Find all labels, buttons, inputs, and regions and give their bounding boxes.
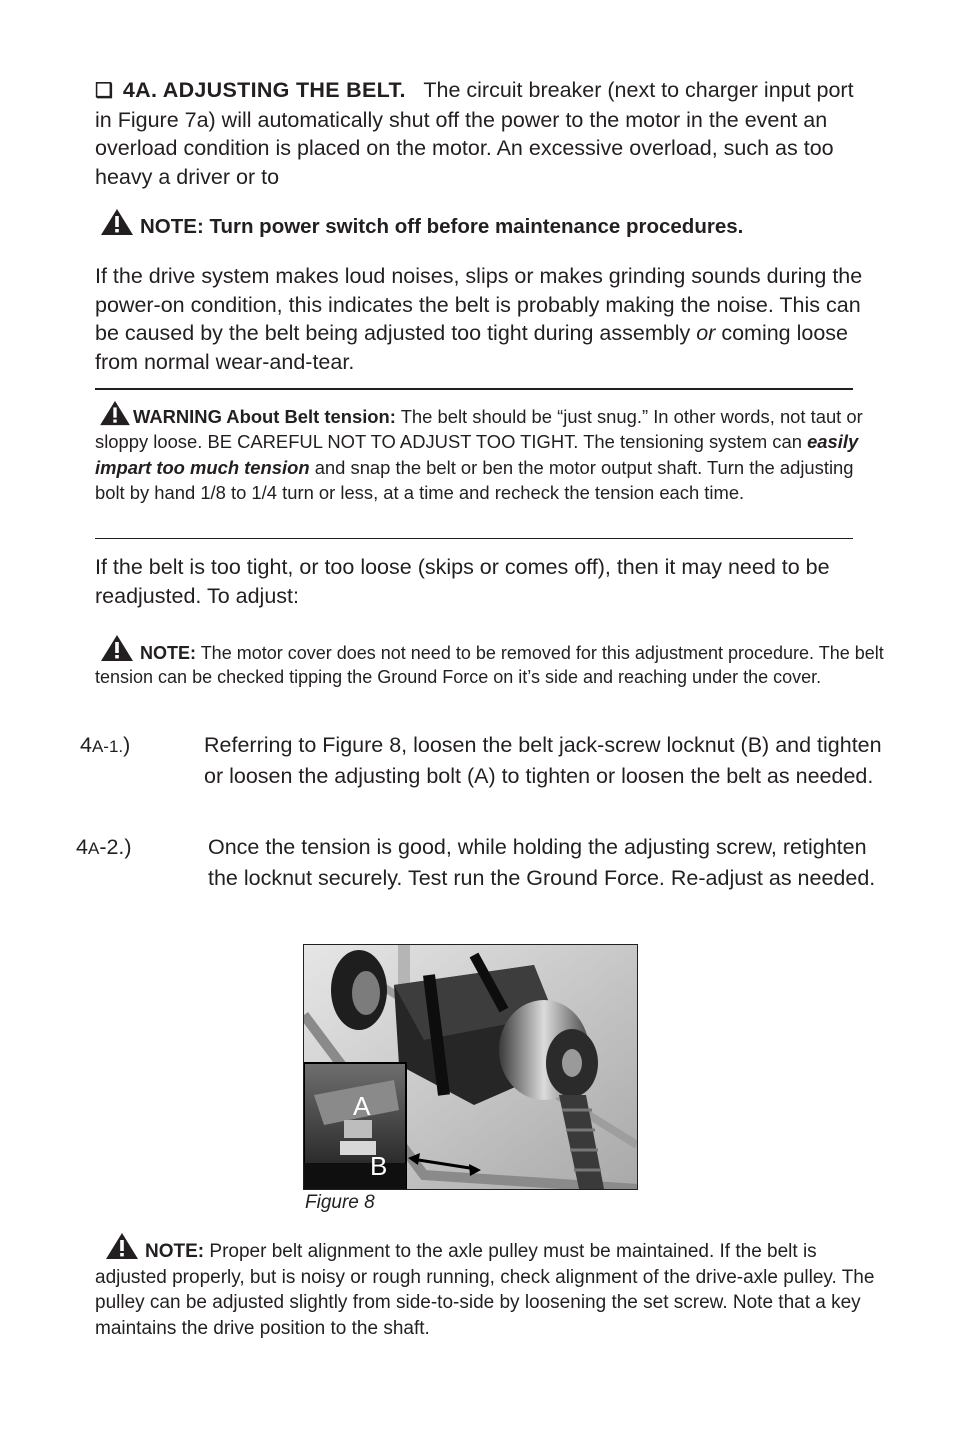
note-alignment (95, 1232, 885, 1341)
noise-text-italic: or (696, 321, 716, 345)
step-item (76, 833, 882, 892)
warning-triangle-icon (100, 634, 134, 662)
step-item (80, 731, 882, 790)
figure-label-b: B (370, 1151, 388, 1181)
step-number: 4A-2.) (76, 835, 132, 859)
warning-triangle-icon (99, 400, 131, 426)
divider-bottom (95, 538, 853, 539)
warning-emphasis: easily impart too much tension (95, 431, 859, 478)
paragraph-adjust: If the belt is too tight, or too loose (skips or comes off), then it may need to be readjusted. To adjust: (95, 555, 830, 608)
step-text: 4A-2.) Once the tension is good, while holding the adjusting screw, retighten the locknut securely. Test run the Ground Force. Re-adjust as needed. (76, 835, 876, 890)
note-cover-lead: NOTE: (140, 643, 196, 663)
warning-lead: WARNING About Belt tension: (133, 406, 396, 427)
step-number: 4A-1.) (80, 733, 131, 757)
figure-label-a: A (353, 1091, 371, 1121)
warning-text-1: The belt should be “just snug.” In other words, not taut or sloppy loose. BE CAREFUL NOT TO ADJUST TOO TIGHT. The tensioning system can (95, 406, 863, 453)
noise-text-1: If the drive system makes loud noises, slips or makes grinding sounds during the power-on condition, this indicates the belt is probably making the noise. This can be caused by the belt being adjusted too tight during assembly (95, 264, 863, 345)
warning-triangle-icon (100, 208, 134, 236)
figure-8-photo (303, 944, 638, 1190)
section-intro (95, 76, 875, 191)
warning-triangle-icon (105, 1232, 139, 1260)
paragraph-noise (95, 262, 885, 376)
checkbox-glyph: ❑ (95, 80, 113, 102)
step-text: 4A-1.) Referring to Figure 8, loosen the belt jack-screw locknut (B) and tighten or loosen the adjusting bolt (A) to tighten or loosen the belt as needed. (80, 733, 882, 788)
note-alignment-text: Proper belt alignment to the axle pulley must be maintained. If the belt is adjusted properly, but is noisy or rough running, check alignment of the drive-axle pulley. The pulley can be adjusted slightly from side-to-side by loosening the set screw. Note that a key maintains the drive position to the shaft. (95, 1241, 875, 1339)
warning-box (95, 400, 885, 506)
intro-text: The circuit breaker (next to charger input port in Figure 7a) will automatically shut off the power to the motor in the event an overload condition is placed on the motor. An excessive overload, such as too heavy a driver or to (95, 78, 854, 189)
note-power-switch (100, 208, 900, 241)
note-cover-text: The motor cover does not need to be removed for this adjustment procedure. The belt tension can be checked tipping the Ground Force on it’s side and reaching under the cover. (95, 643, 884, 687)
warning-text-2: and snap the belt or ben the motor output shaft. Turn the adjusting bolt by hand 1/8 to 1/4 turn or less, at a time and recheck the tension each time. (95, 456, 854, 504)
note-motor-cover (95, 634, 885, 689)
note-alignment-lead: NOTE: (145, 1241, 205, 1262)
note-power-text: NOTE: Turn power switch off before maintenance procedures. (140, 215, 744, 238)
section-heading: 4A. ADJUSTING THE BELT. (122, 78, 406, 102)
noise-text-2: coming loose from normal wear-and-tear. (95, 321, 849, 374)
figure-caption: Figure 8 (305, 1192, 375, 1213)
divider-top (95, 388, 853, 390)
